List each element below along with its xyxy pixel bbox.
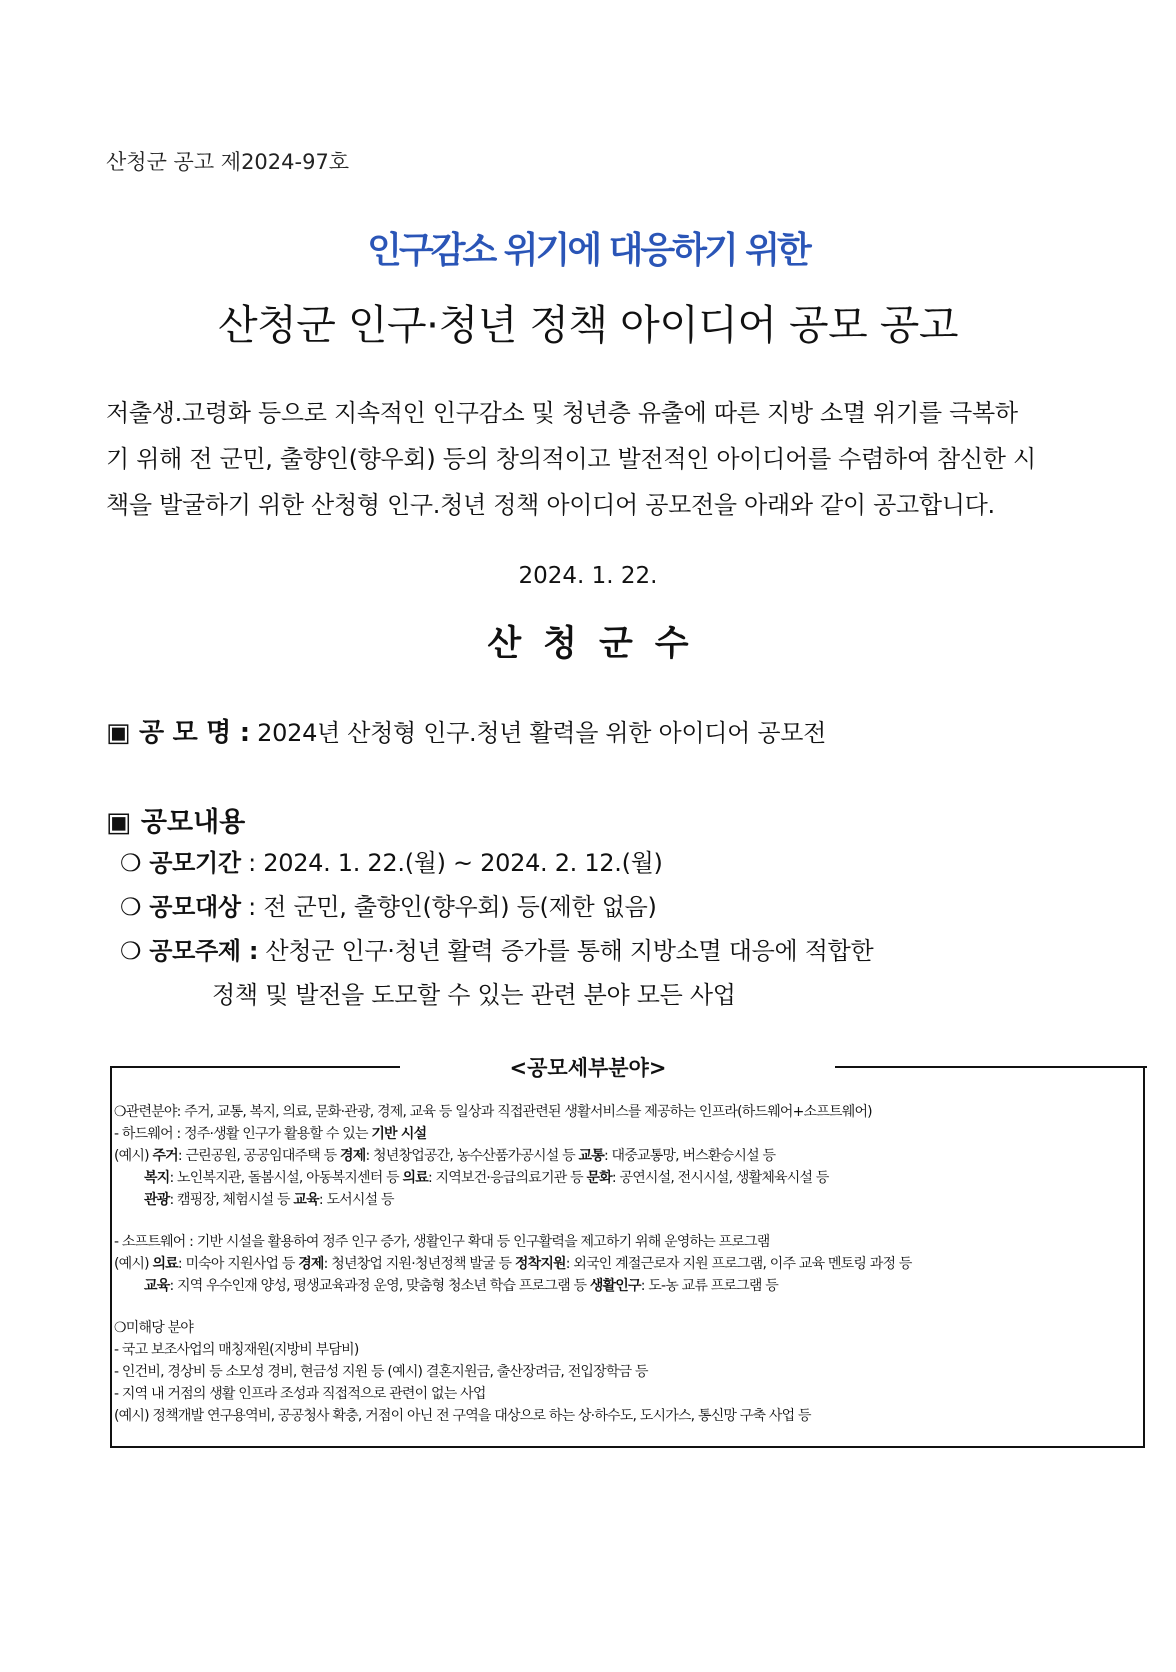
theme-item [120, 931, 873, 966]
hardware-prefix: - 하드웨어 : 정주·생활 인구가 활용할 수 있는 [114, 1126, 372, 1142]
example-label: 생활인구 [589, 1278, 641, 1294]
example-label: 의료 [402, 1170, 428, 1186]
example-text: : 노인복지관, 돌봄시설, 아동복지센터 등 [169, 1170, 403, 1186]
excluded-item: - 인건비, 경상비 등 소모성 경비, 현금성 지원 등 (예시) 결혼지원금, 출산장려금, 전입장학금 등 [114, 1364, 648, 1380]
period-label: ❍ 공모기간 [120, 849, 241, 877]
example-text: : 도서시설 등 [318, 1192, 394, 1208]
hardware-line [114, 1124, 1134, 1144]
example-text: : 근린공원, 공공임대주택 등 [177, 1148, 341, 1164]
notice-subtitle: 인구감소 위기에 대응하기 위한 [367, 230, 809, 271]
contest-name-label: ▣ 공 모 명 : [106, 718, 250, 748]
example-text: : 미숙아 지원사업 등 [177, 1256, 299, 1272]
intro-paragraph [106, 390, 1081, 528]
example-label: 주거 [152, 1148, 178, 1164]
notice-number: 산청군 공고 제2024-97호 [106, 150, 350, 174]
example-text: : 지역 우수인재 양성, 평생교육과정 운영, 맞춤형 청소년 학습 프로그램 등 [169, 1278, 590, 1294]
example-label: 교육 [293, 1192, 319, 1208]
theme-value: 산청군 인구·청년 활력 증가를 통해 지방소멸 대응에 적합한 [258, 937, 874, 965]
example-label: 교통 [578, 1148, 604, 1164]
example-text: : 도-농 교류 프로그램 등 [640, 1278, 779, 1294]
excluded-item: - 지역 내 거점의 생활 인프라 조성과 직접적으로 관련이 없는 사업 [114, 1386, 486, 1402]
example-text: : 청년창업공간, 농수산품가공시설 등 [365, 1148, 579, 1164]
intro-line: 기 위해 전 군민, 출향인(향우회) 등의 창의적이고 발전적인 아이디어를 수렴하여 참신한 시 [106, 445, 1036, 473]
example-text: : 공연시설, 전시시설, 생활체육시설 등 [611, 1170, 829, 1186]
contents-heading: ▣ 공모내용 [106, 807, 246, 838]
theme-continuation: 정책 및 발전을 도모할 수 있는 관련 분야 모든 사업 [212, 981, 736, 1009]
contest-name-value: 2024년 산청형 인구.청년 활력을 위한 아이디어 공모전 [249, 719, 827, 747]
software-example-2 [144, 1276, 1164, 1296]
example-text: : 대중교통망, 버스환승시설 등 [603, 1148, 776, 1164]
detail-box-title: <공모세부분야> [509, 1056, 667, 1080]
theme-label: ❍ 공모주제 : [120, 937, 259, 965]
example-label: 문화 [586, 1170, 612, 1186]
target-value: : 전 군민, 출향인(향우회) 등(제한 없음) [240, 893, 657, 921]
period-item [120, 843, 663, 878]
excluded-item: (예시) 정책개발 연구용역비, 공공청사 확충, 거점이 아닌 전 구역을 대상으로 하는 상·하수도, 도시가스, 통신망 구축 사업 등 [114, 1408, 811, 1424]
example-text: : 캠핑장, 체험시설 등 [169, 1192, 294, 1208]
example-label: 관광 [144, 1192, 170, 1208]
example-lead: (예시) [114, 1256, 153, 1272]
intro-line: 책을 발굴하기 위한 산청형 인구.청년 정책 아이디어 공모전을 아래와 같이 공고합니다. [106, 491, 995, 519]
software-example-1 [114, 1254, 1134, 1274]
hardware-example-1 [114, 1146, 1134, 1166]
example-text: : 청년창업 지원·청년정책 발굴 등 [323, 1256, 515, 1272]
signer: 산청군수 [487, 624, 711, 664]
target-label: ❍ 공모대상 [120, 893, 241, 921]
target-item [120, 887, 657, 922]
period-value: : 2024. 1. 22.(월) ~ 2024. 2. 12.(월) [240, 849, 663, 877]
excluded-item: - 국고 보조사업의 매칭재원(지방비 부담비) [114, 1342, 359, 1358]
example-text: : 지역보건·응급의료기관 등 [427, 1170, 587, 1186]
example-label: 복지 [144, 1170, 170, 1186]
notice-title: 산청군 인구·청년 정책 아이디어 공모 공고 [218, 301, 958, 349]
example-lead: (예시) [114, 1148, 153, 1164]
software-line: - 소프트웨어 : 기반 시설을 활용하여 정주 인구 증가, 생활인구 확대 등 인구활력을 제고하기 위해 운영하는 프로그램 [114, 1234, 770, 1250]
example-label: 교육 [144, 1278, 170, 1294]
example-text: : 외국인 계절근로자 지원 프로그램, 이주 교육 멘토링 과정 등 [565, 1256, 912, 1272]
notice-date: 2024. 1. 22. [518, 563, 658, 589]
intro-line: 저출생.고령화 등으로 지속적인 인구감소 및 청년층 유출에 따른 지방 소멸 위기를 극복하 [106, 399, 1018, 427]
contest-name [106, 712, 826, 749]
hardware-example-2 [144, 1168, 1164, 1188]
hardware-example-3 [144, 1190, 1164, 1210]
example-label: 정착지원 [514, 1256, 566, 1272]
example-label: 의료 [152, 1256, 178, 1272]
excluded-heading: ❍미해당 분야 [114, 1320, 194, 1336]
example-label: 경제 [340, 1148, 366, 1164]
related-fields: ❍관련분야: 주거, 교통, 복지, 의료, 문화·관광, 경제, 교육 등 일상과 직접관련된 생활서비스를 제공하는 인프라(하드웨어+소프트웨어) [114, 1104, 872, 1120]
hardware-bold: 기반 시설 [371, 1126, 427, 1142]
example-label: 경제 [298, 1256, 324, 1272]
